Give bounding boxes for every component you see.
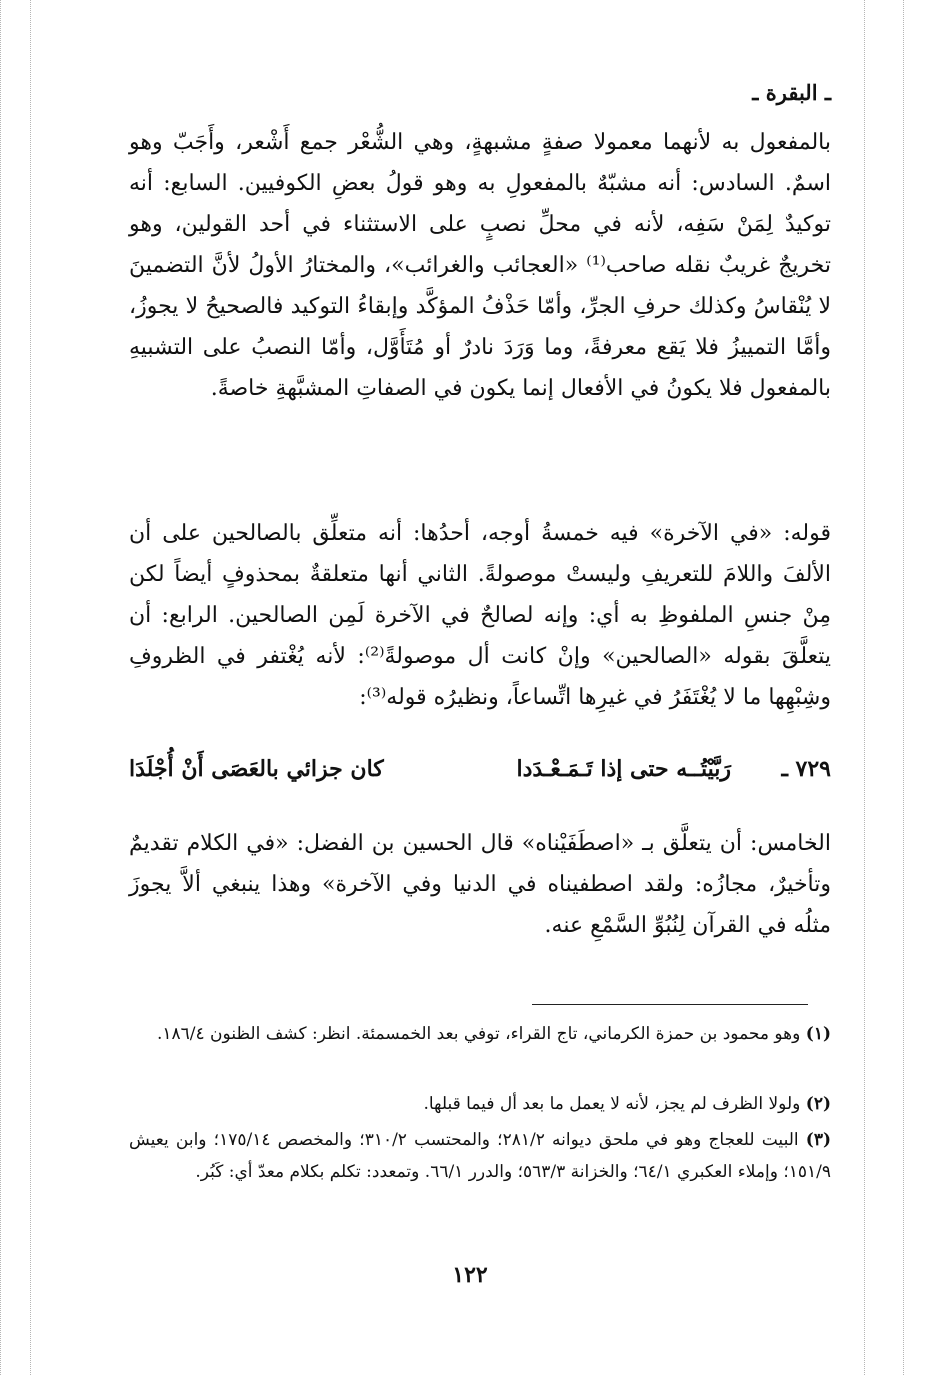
page-number: ١٢٢ (452, 1262, 488, 1288)
footnote-text: ولولا الظرف لم يجز، لأنه لا يعمل ما بعد أل فيما قبلها. (423, 1094, 801, 1114)
margin-guide-line (864, 0, 865, 1375)
footnote-2 (129, 1088, 831, 1120)
footnote-text: البيت للعجاج وهو في ملحق ديوانه ٢٨١/٢؛ والمحتسب ٣١٠/٢؛ والمخصص ١٧٥/١٤؛ وابن يعيش ١٥١/٩؛ وإملاء العكبري ٦٤/١؛ والخزانة ٥٦٣/٣؛ والدرر ٦٦/١. وتمعدد: تكلم بكلام معدّ أي: كَبُر. (129, 1130, 831, 1182)
paragraph-2: قوله: «في الآخرة» فيه خمسةُ أوجه، أحدُها: أنه متعلِّق بالصالحين على أن الألفَ واللامَ للتعريفِ وليستْ موصولةً. الثاني أنها متعلقةٌ بمحذوفٍ أيضاً لكن مِنْ جنسِ الملفوظِ به أي: وإنه لصالحٌ في الآخرة لَمِن الصالحين. الرابع: أن يتعلَّقَ بقوله «الصالحين» وإنْ كانت أل موصولةً⁽²⁾: لأنه يُغْتفر في الظروفِ وشِبْهِها ما لا يُغْتَفَرُ في غيرِها اتِّساعاً، ونظيرُه قوله⁽³⁾: (129, 521, 832, 710)
verse-second-hemistich: كان جزائي بالعَصَى أَنْ أُجْلَدَا (129, 756, 384, 782)
paragraph-3: الخامس: أن يتعلَّق بـ «اصطَفَيْناه» قال الحسين بن الفضل: «في الكلام تقديمٌ وتأخيرٌ، مجازُه: ولقد اصطفيناه في الدنيا وفي الآخرة» وهذا ينبغي ألاَّ يجوزَ مثلُه في القرآن لِنُبُوِّ السَّمْعِ عنه. (129, 831, 831, 938)
margin-guide-line (30, 0, 31, 1375)
footnote-label: (١) (805, 1024, 831, 1044)
margin-guide-line (0, 0, 1, 1375)
running-header: ـ البقرة ـ (752, 80, 831, 105)
footnote-3 (129, 1124, 831, 1188)
paragraph-1: بالمفعول به لأنهما معمولا صفةٍ مشبهةٍ، وهي الشُّعْر جمع أَشْعر، وأَجَبّ وهو اسمٌ. السادس: أنه مشبّهٌ بالمفعولِ به وهو قولُ بعضِ الكوفيين. السابع: أنه توكيدٌ لِمَنْ سَفِه، لأنه في محلِّ نصبٍ على الاستثناء في أحد القولين، وهو تخريجٌ غريبٌ نقله صاحب⁽¹⁾ «العجائب والغرائب»، والمختارُ الأولُ لأنَّ التضمينَ لا يُنْقاسُ وكذلك حرفِ الجرِّ، وأمّا حَذْفُ المؤكَّد وإبقاءُ التوكيد فالصحيحُ لا يجوزُ، وأمَّا التمييزُ فلا يَقع معرفةً، وما وَرَدَ نادرٌ أو مُتَأَوَّل، وأمّا النصبُ على التشبيهِ بالمفعول فلا يكونُ في الأفعال إنما يكون في الصفاتِ المشبَّهةِ خاصةً. (129, 130, 831, 401)
footnote-1 (129, 1018, 831, 1050)
footnote-label: (٢) (805, 1094, 831, 1114)
footnote-text: وهو محمود بن حمزة الكرماني، تاج القراء، توفي بعد الخمسمئة. انظر: كشف الظنون ١٨٦/٤. (156, 1024, 801, 1044)
verse-first-hemistich: رَبَّيْتُــه حتى إذا تَـمَـعْـدَدا (516, 756, 731, 782)
margin-guide-line (903, 0, 904, 1375)
verse-number: ٧٢٩ ـ (781, 756, 831, 782)
poetry-verse (129, 750, 831, 794)
footnote-label: (٣) (805, 1130, 832, 1150)
footnote-separator (532, 1004, 808, 1005)
